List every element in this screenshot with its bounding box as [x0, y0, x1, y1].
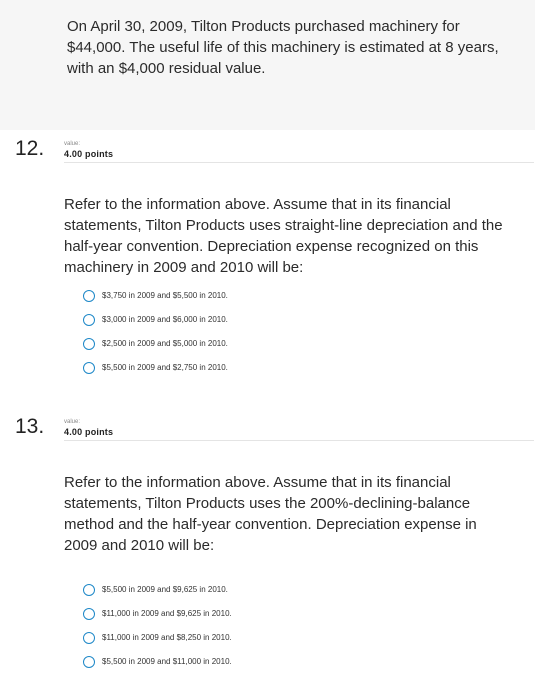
answer-option-label: $2,500 in 2009 and $5,000 in 2010. — [102, 339, 228, 348]
question-text: Refer to the information above. Assume that in its financial statements, Tilton Products uses the 200%-declining-balance method and the half-year convention. Depreciation expense in 2009 and 2010 will be: — [64, 474, 477, 554]
answer-option-b[interactable] — [83, 602, 232, 626]
radio-button[interactable] — [83, 584, 95, 596]
radio-button[interactable] — [83, 632, 95, 644]
value-label: value: — [64, 141, 81, 147]
divider — [64, 440, 534, 441]
radio-button[interactable] — [83, 608, 95, 620]
question-context-panel — [0, 0, 535, 130]
radio-button[interactable] — [83, 338, 95, 350]
answer-option-label: $3,750 in 2009 and $5,500 in 2010. — [102, 291, 228, 300]
question-number: 12. — [15, 137, 45, 160]
answer-option-c[interactable] — [83, 332, 228, 356]
answer-option-label: $11,000 in 2009 and $8,250 in 2010. — [102, 633, 232, 642]
answer-option-c[interactable] — [83, 626, 232, 650]
value-label: value: — [64, 419, 81, 425]
radio-button[interactable] — [83, 290, 95, 302]
context-text: On April 30, 2009, Tilton Products purchased machinery for $44,000. The useful life of this machinery is estimated at 8 years, with an $4,000 residual value. — [67, 18, 499, 77]
question-text: Refer to the information above. Assume that in its financial statements, Tilton Products uses straight-line depreciation and the half-year convention. Depreciation expense recognized on this machinery in 2009 and 2010 will be: — [64, 196, 503, 276]
answer-options — [83, 578, 232, 674]
radio-button[interactable] — [83, 656, 95, 668]
answer-option-d[interactable] — [83, 356, 228, 380]
radio-button[interactable] — [83, 362, 95, 374]
answer-option-label: $5,500 in 2009 and $11,000 in 2010. — [102, 657, 232, 666]
points-value: 4.00 points — [64, 149, 114, 159]
question-number: 13. — [15, 415, 45, 438]
divider — [64, 162, 534, 163]
points-value: 4.00 points — [64, 427, 114, 437]
radio-button[interactable] — [83, 314, 95, 326]
answer-options — [83, 284, 228, 380]
answer-option-label: $5,500 in 2009 and $2,750 in 2010. — [102, 363, 228, 372]
answer-option-label: $3,000 in 2009 and $6,000 in 2010. — [102, 315, 228, 324]
answer-option-label: $5,500 in 2009 and $9,625 in 2010. — [102, 585, 228, 594]
answer-option-b[interactable] — [83, 308, 228, 332]
answer-option-a[interactable] — [83, 578, 232, 602]
answer-option-d[interactable] — [83, 650, 232, 674]
answer-option-a[interactable] — [83, 284, 228, 308]
answer-option-label: $11,000 in 2009 and $9,625 in 2010. — [102, 609, 232, 618]
